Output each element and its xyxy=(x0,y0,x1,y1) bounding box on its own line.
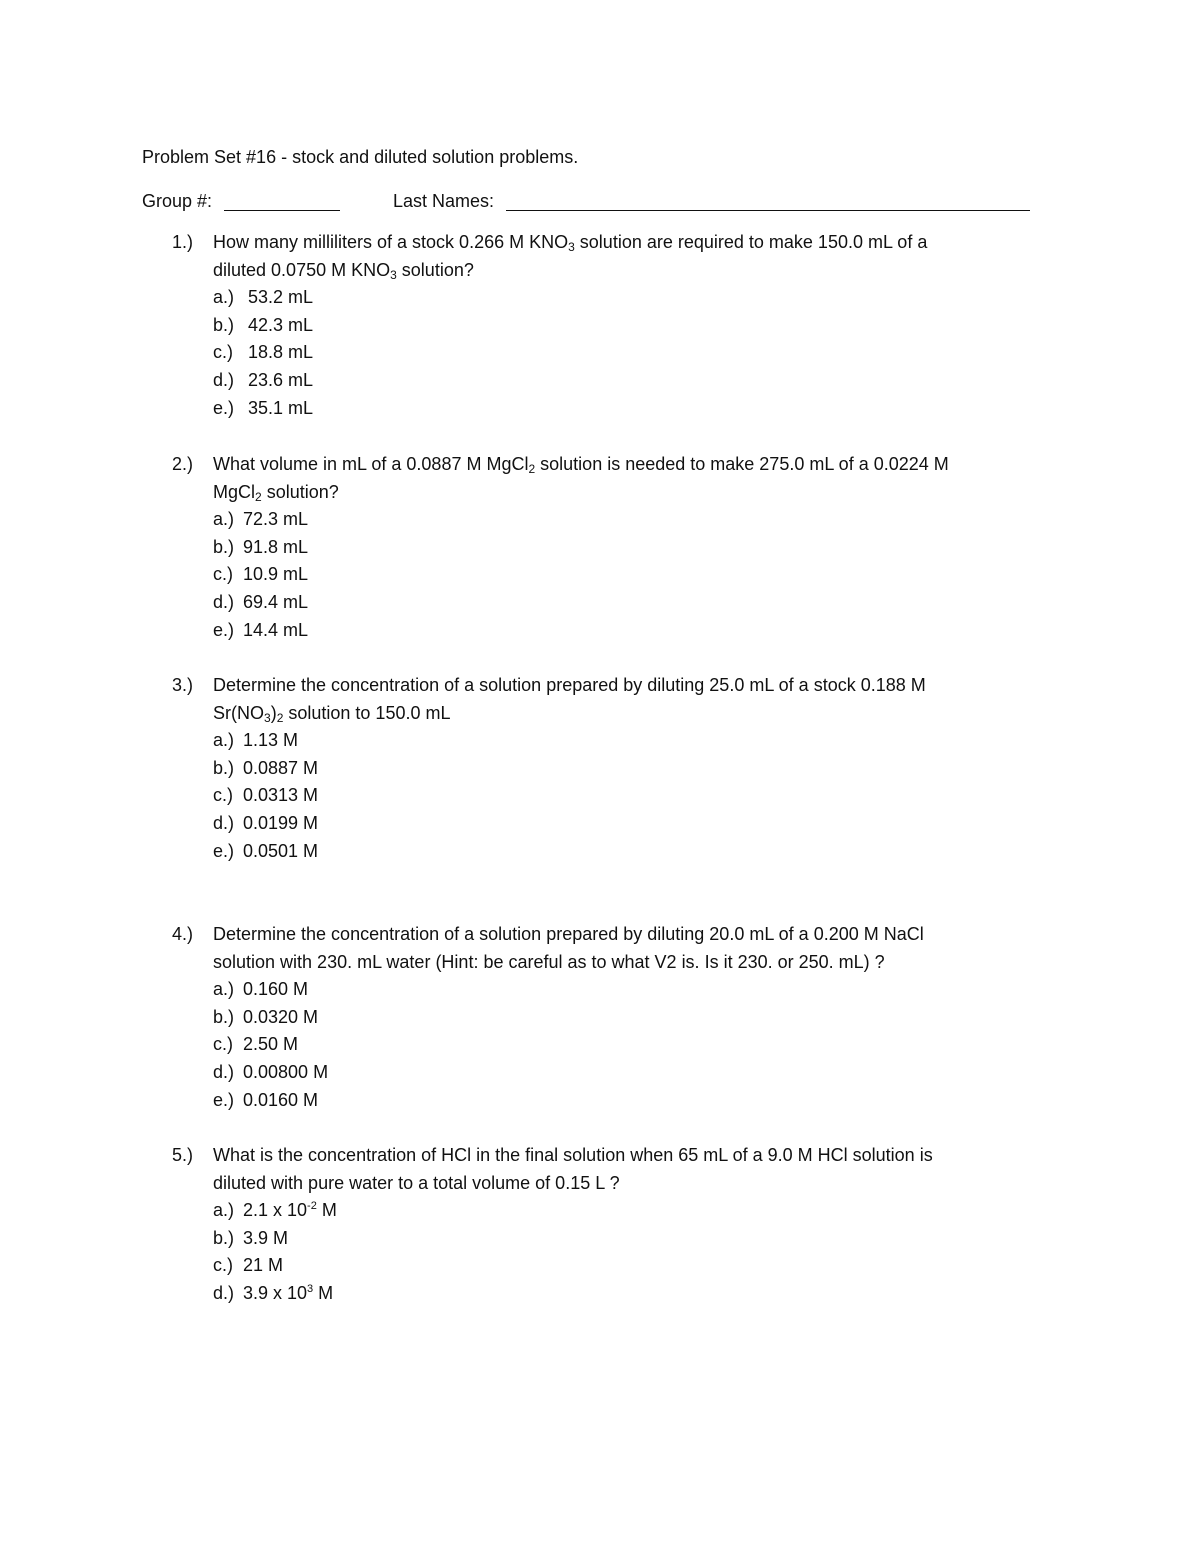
question-number: 1.) xyxy=(172,232,194,252)
answer-option-c[interactable]: c.) 21 M xyxy=(213,1255,284,1276)
last-names-blank[interactable] xyxy=(506,210,1030,211)
names-label: Last Names: xyxy=(393,191,495,211)
group-names-line xyxy=(142,190,1042,214)
answer-option-e[interactable]: e.) 0.0501 M xyxy=(213,840,319,861)
answer-options xyxy=(213,727,1032,865)
group-number-blank[interactable] xyxy=(224,210,340,211)
question-3 xyxy=(172,672,1032,865)
answer-option-c[interactable]: c.) 0.0313 M xyxy=(213,785,319,806)
answer-options xyxy=(213,1197,1032,1307)
answer-options xyxy=(213,506,1032,644)
answer-option-b[interactable]: b.) 91.8 mL xyxy=(213,536,309,557)
answer-option-b[interactable]: b.) 42.3 mL xyxy=(213,314,314,335)
question-text: What volume in mL of a 0.0887 M MgCl$_2$ solution is needed to make 275.0 mL of a 0.0224 M MgCl$_2$ solution? xyxy=(213,454,949,504)
answer-option-d[interactable]: d.) 0.00800 M xyxy=(213,1061,329,1082)
question-number: 3.) xyxy=(172,675,194,695)
question-text: What is the concentration of HCl in the final solution when 65 mL of a 9.0 M HCl solution is diluted with pure water to a total volume of 0.15 L ? xyxy=(213,1145,933,1193)
question-2 xyxy=(172,451,1032,644)
page-title: Problem Set #16 - stock and diluted solution problems. xyxy=(142,147,579,167)
answer-option-a[interactable]: a.) 1.13 M xyxy=(213,730,299,751)
question-number: 4.) xyxy=(172,924,194,944)
answer-option-c[interactable]: c.) 10.9 mL xyxy=(213,564,309,585)
answer-option-a[interactable]: a.) 0.160 M xyxy=(213,979,309,1000)
answer-option-d[interactable]: d.) 0.0199 M xyxy=(213,812,319,833)
answer-option-a[interactable]: a.) 53.2 mL xyxy=(213,287,314,308)
answer-options xyxy=(213,976,1032,1114)
question-text: How many milliliters of a stock 0.266 M $KNO_3$ solution are required to make 150.0 mL of a diluted 0.0750 M $KNO_3$ solution? xyxy=(213,232,928,282)
group-label: Group #: xyxy=(142,191,213,211)
answer-option-e[interactable]: e.) 14.4 mL xyxy=(213,619,309,640)
answer-option-b[interactable]: b.) 0.0887 M xyxy=(213,757,319,778)
question-4 xyxy=(172,921,1032,1114)
question-text: Determine the concentration of a solution prepared by diluting 20.0 mL of a 0.200 M NaCl solution with 230. mL water (Hint: be careful as to what V2 is. Is it 230. or 250. mL) ? xyxy=(213,924,924,972)
answer-option-e[interactable]: e.) 0.0160 M xyxy=(213,1089,319,1110)
answer-option-e[interactable]: e.) 35.1 mL xyxy=(213,397,314,418)
answer-option-b[interactable]: b.) 0.0320 M xyxy=(213,1006,319,1027)
answer-option-d[interactable]: d.) 69.4 mL xyxy=(213,591,309,612)
answer-option-a[interactable]: a.) 2.1 x $10^{-2}$ M xyxy=(213,1200,337,1221)
answer-option-a[interactable]: a.) 72.3 mL xyxy=(213,509,309,530)
question-number: 2.) xyxy=(172,454,194,474)
answer-option-c[interactable]: c.) 2.50 M xyxy=(213,1034,299,1055)
answer-option-d[interactable]: d.) 23.6 mL xyxy=(213,369,314,390)
answer-options xyxy=(213,284,1032,422)
question-5 xyxy=(172,1142,1032,1308)
answer-option-d[interactable]: d.) 3.9 x $10^3$ M xyxy=(213,1282,334,1303)
question-text: Determine the concentration of a solution prepared by diluting 25.0 mL of a stock 0.188 M $Sr(NO_3)_2$ solution to 150.0 mL xyxy=(213,675,926,725)
answer-option-b[interactable]: b.) 3.9 M xyxy=(213,1227,289,1248)
question-1 xyxy=(172,229,1032,422)
answer-option-c[interactable]: c.) 18.8 mL xyxy=(213,342,314,363)
question-number: 5.) xyxy=(172,1145,194,1165)
